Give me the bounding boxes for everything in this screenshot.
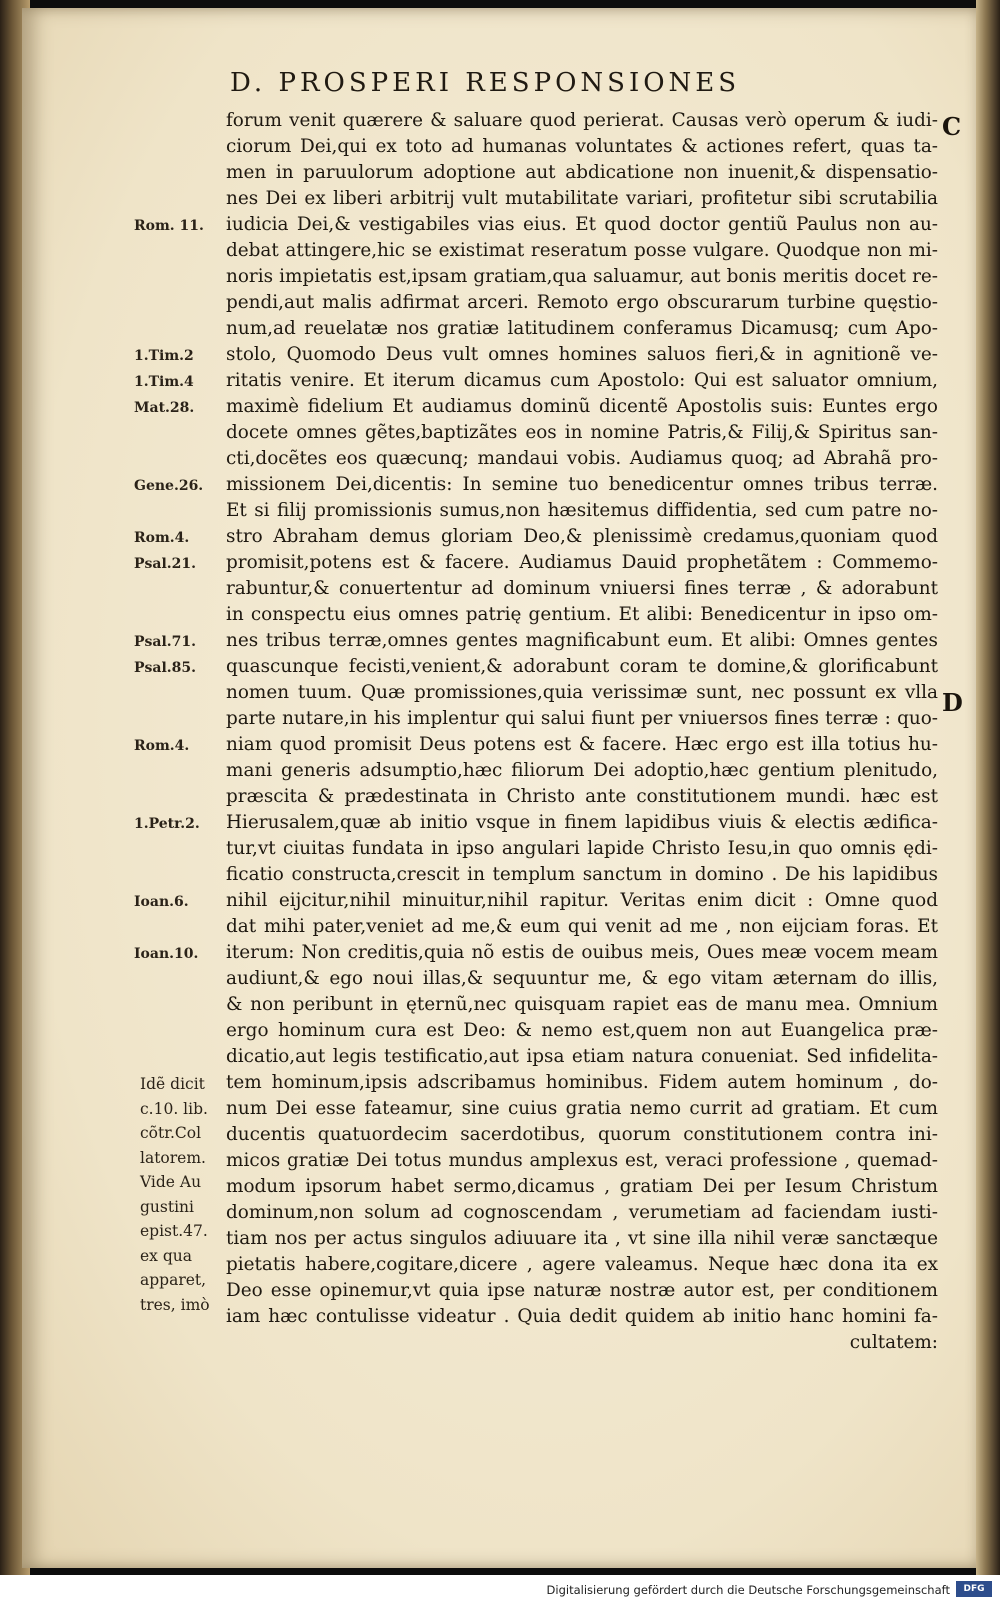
text-line: docete omnes gẽtes,baptizãtes eos in nomine Patris,& Filij,& Spiritus san-	[226, 422, 938, 443]
margin-note-line: latorem.	[140, 1148, 206, 1167]
margin-reference: Rom.4.	[134, 530, 190, 546]
text-line: Deo esse opinemur,vt quia ipse naturæ nostræ autor est, per conditionem	[226, 1280, 938, 1301]
text-line: cultatem:	[849, 1332, 938, 1353]
running-head: D. PROSPERI RESPONSIONES	[230, 68, 741, 98]
margin-note-line: gustini	[140, 1197, 194, 1216]
text-line: iterum: Non creditis,quia nõ estis de ouibus meis, Oues meæ vocem meam	[226, 942, 938, 963]
margin-note-line: ex qua	[140, 1246, 192, 1265]
text-line: audiunt,& ego noui illas,& sequuntur me, & ego vitam æternam do illis,	[226, 968, 938, 989]
text-line: iam hæc contulisse videatur . Quia dedit quidem ab initio hanc homini fa-	[226, 1306, 938, 1327]
margin-note-line: cõtr.Col	[140, 1124, 202, 1142]
margin-reference: Psal.71.	[134, 634, 197, 650]
text-line: præscita & prædestinata in Christo ante constitutionem mundi. hæc est	[226, 786, 938, 807]
margin-reference: 1.Petr.2.	[134, 816, 200, 832]
text-line: & non peribunt in ęternũ,nec quisquam rapiet eas de manu mea. Omnium	[226, 994, 938, 1015]
text-line: maximè fidelium Et audiamus dominũ dicentẽ Apostolis suis: Euntes ergo	[226, 396, 938, 417]
margin-reference: Rom. 11.	[134, 218, 204, 234]
text-line: tiam nos per actus singulos adiuuare ita , vt sine illa nihil veræ sanctæque	[226, 1228, 938, 1249]
text-line: nihil eijcitur,nihil minuitur,nihil rapitur. Veritas enim dicit : Omne quod	[226, 890, 938, 911]
text-line: quascunque fecisti,venient,& adorabunt coram te domine,& glorificabunt	[226, 656, 938, 677]
text-line: micos gratiæ Dei totus mundus amplexus est, veraci professione , quemad-	[226, 1150, 938, 1171]
text-line: promisit,potens est & facere. Audiamus Dauid prophetãtem : Commemo-	[226, 552, 938, 573]
text-line: stolo, Quomodo Deus vult omnes homines saluos fieri,& in agnitionẽ ve-	[226, 344, 938, 365]
margin-note-line: Vide Au	[140, 1173, 202, 1191]
text-line: Et si filij promissionis sumus,non hæsitemus diffidentia, sed cum patre no-	[226, 500, 938, 521]
margin-reference: Ioan.6.	[134, 894, 189, 910]
text-line: noris impietatis est,ipsam gratiam,qua saluamur, aut bonis meritis docet re-	[226, 266, 938, 287]
text-line: pietatis habere,cogitare,dicere , agere valeamus. Neque hæc dona ita ex	[226, 1254, 938, 1275]
text-line: modum ipsorum habet sermo,dicamus , gratiam Dei per Iesum Christum	[226, 1176, 938, 1197]
dfg-logo: DFG	[956, 1581, 992, 1597]
margin-note-line: apparet,	[140, 1271, 207, 1289]
margin-reference: Ioan.10.	[134, 946, 199, 962]
right-page-edge	[976, 0, 1000, 1575]
margin-reference: Rom.4.	[134, 738, 190, 754]
text-line: ducentis quatuordecim sacerdotibus, quorum constitutionem contra ini-	[226, 1124, 938, 1145]
text-line: niam quod promisit Deus potens est & facere. Hæc ergo est illa totius hu-	[226, 734, 938, 755]
text-line: dominum,non solum ad cognoscendam , verumetiam ad faciendam iusti-	[226, 1202, 938, 1223]
section-letter-c: C	[942, 112, 962, 141]
footer-bar	[0, 1575, 1000, 1603]
text-line: iudicia Dei,& vestigabiles vias eius. Et quod doctor gentiũ Paulus non au-	[226, 214, 938, 235]
margin-reference: Mat.28.	[134, 400, 195, 416]
text-line: mani generis adsumptio,hæc filiorum Dei adoptio,hæc gentium plenitudo,	[226, 760, 938, 781]
text-line: dat mihi pater,veniet ad me,& eum qui venit ad me , non eijciam foras. Et	[226, 916, 938, 937]
funding-credit: Digitalisierung gefördert durch die Deutsche Forschungsgemeinschaft	[546, 1583, 950, 1597]
text-line: nes Dei ex liberi arbitrij vult mutabilitate variari, profitetur sibi scrutabilia	[226, 188, 938, 209]
margin-reference: 1.Tim.2	[134, 348, 194, 364]
text-line: rabuntur,& conuertentur ad dominum vniuersi fines terræ , & adorabunt	[226, 578, 938, 599]
text-line: cti,docẽtes eos quæcunq; mandaui vobis. Audiamus quoq; ad Abrahã pro-	[226, 448, 938, 469]
text-line: debat attingere,hic se existimat reseratum posse vulgare. Quodque non mi-	[226, 240, 938, 261]
margin-note-line: c.10. lib.	[140, 1099, 208, 1118]
text-line: Hierusalem,quæ ab initio vsque in finem lapidibus viuis & electis ædifica-	[226, 812, 938, 833]
text-line: ciorum Dei,qui ex toto ad humanas voluntates & actiones refert, quas ta-	[226, 136, 938, 157]
text-line: stro Abraham demus gloriam Deo,& plenissimè credamus,quoniam quod	[226, 526, 938, 547]
margin-reference: 1.Tim.4	[134, 374, 194, 390]
text-line: num Dei esse fateamur, sine cuius gratia nemo currit ad gratiam. Et cum	[226, 1098, 938, 1119]
text-line: in conspectu eius omnes patrię gentium. Et alibi: Benedicentur in ipso om-	[226, 604, 938, 625]
text-line: pendi,aut malis adfirmat arceri. Remoto ergo obscurarum turbine quęstio-	[226, 292, 938, 313]
text-line: ficatio constructa,crescit in templum sanctum in domino . De his lapidibus	[226, 864, 938, 885]
text-line: nes tribus terræ,omnes gentes magnificabunt eum. Et alibi: Omnes gentes	[226, 630, 938, 651]
text-line: num,ad reuelatæ nos gratiæ latitudinem conferamus Dicamusq; cum Apo-	[226, 318, 938, 339]
text-line: missionem Dei,dicentis: In semine tuo benedicentur omnes tribus terræ.	[226, 474, 938, 495]
text-line: men in paruulorum adoptione aut abdicatione non inuenit,& dispensatio-	[226, 162, 938, 183]
margin-reference: Psal.85.	[134, 660, 197, 676]
body-text	[226, 108, 938, 1356]
text-line: dicatio,aut legis testificatio,aut ipsa etiam natura conueniat. Sed infidelita-	[226, 1046, 938, 1067]
text-line: tem hominum,ipsis adscribamus hominibus. Fidem autem hominum , do-	[226, 1072, 938, 1093]
text-line: nomen tuum. Quæ promissiones,quia verissimæ sunt, nec possunt ex vlla	[226, 682, 938, 703]
text-line: ergo hominum cura est Deo: & nemo est,quem non aut Euangelica præ-	[226, 1020, 938, 1041]
text-line: ritatis venire. Et iterum dicamus cum Apostolo: Qui est saluator omnium,	[226, 370, 938, 391]
margin-note-line: tres, imò	[140, 1295, 210, 1314]
margin-note-line: Idẽ dicit	[140, 1075, 205, 1093]
section-letter-d: D	[942, 688, 963, 717]
margin-reference: Gene.26.	[134, 478, 204, 494]
text-line: tur,vt ciuitas fundata in ipso angulari lapide Christo Iesu,in quo omnis ędi-	[226, 838, 938, 859]
text-line: parte nutare,in his implentur qui salui fiunt per vniuersos fines terræ : quo-	[226, 708, 938, 729]
margin-reference: Psal.21.	[134, 556, 197, 572]
text-line: forum venit quærere & saluare quod perierat. Causas verò operum & iudi-	[226, 110, 938, 131]
margin-note-block	[140, 1072, 228, 1317]
margin-note-line: epist.47.	[140, 1222, 208, 1240]
